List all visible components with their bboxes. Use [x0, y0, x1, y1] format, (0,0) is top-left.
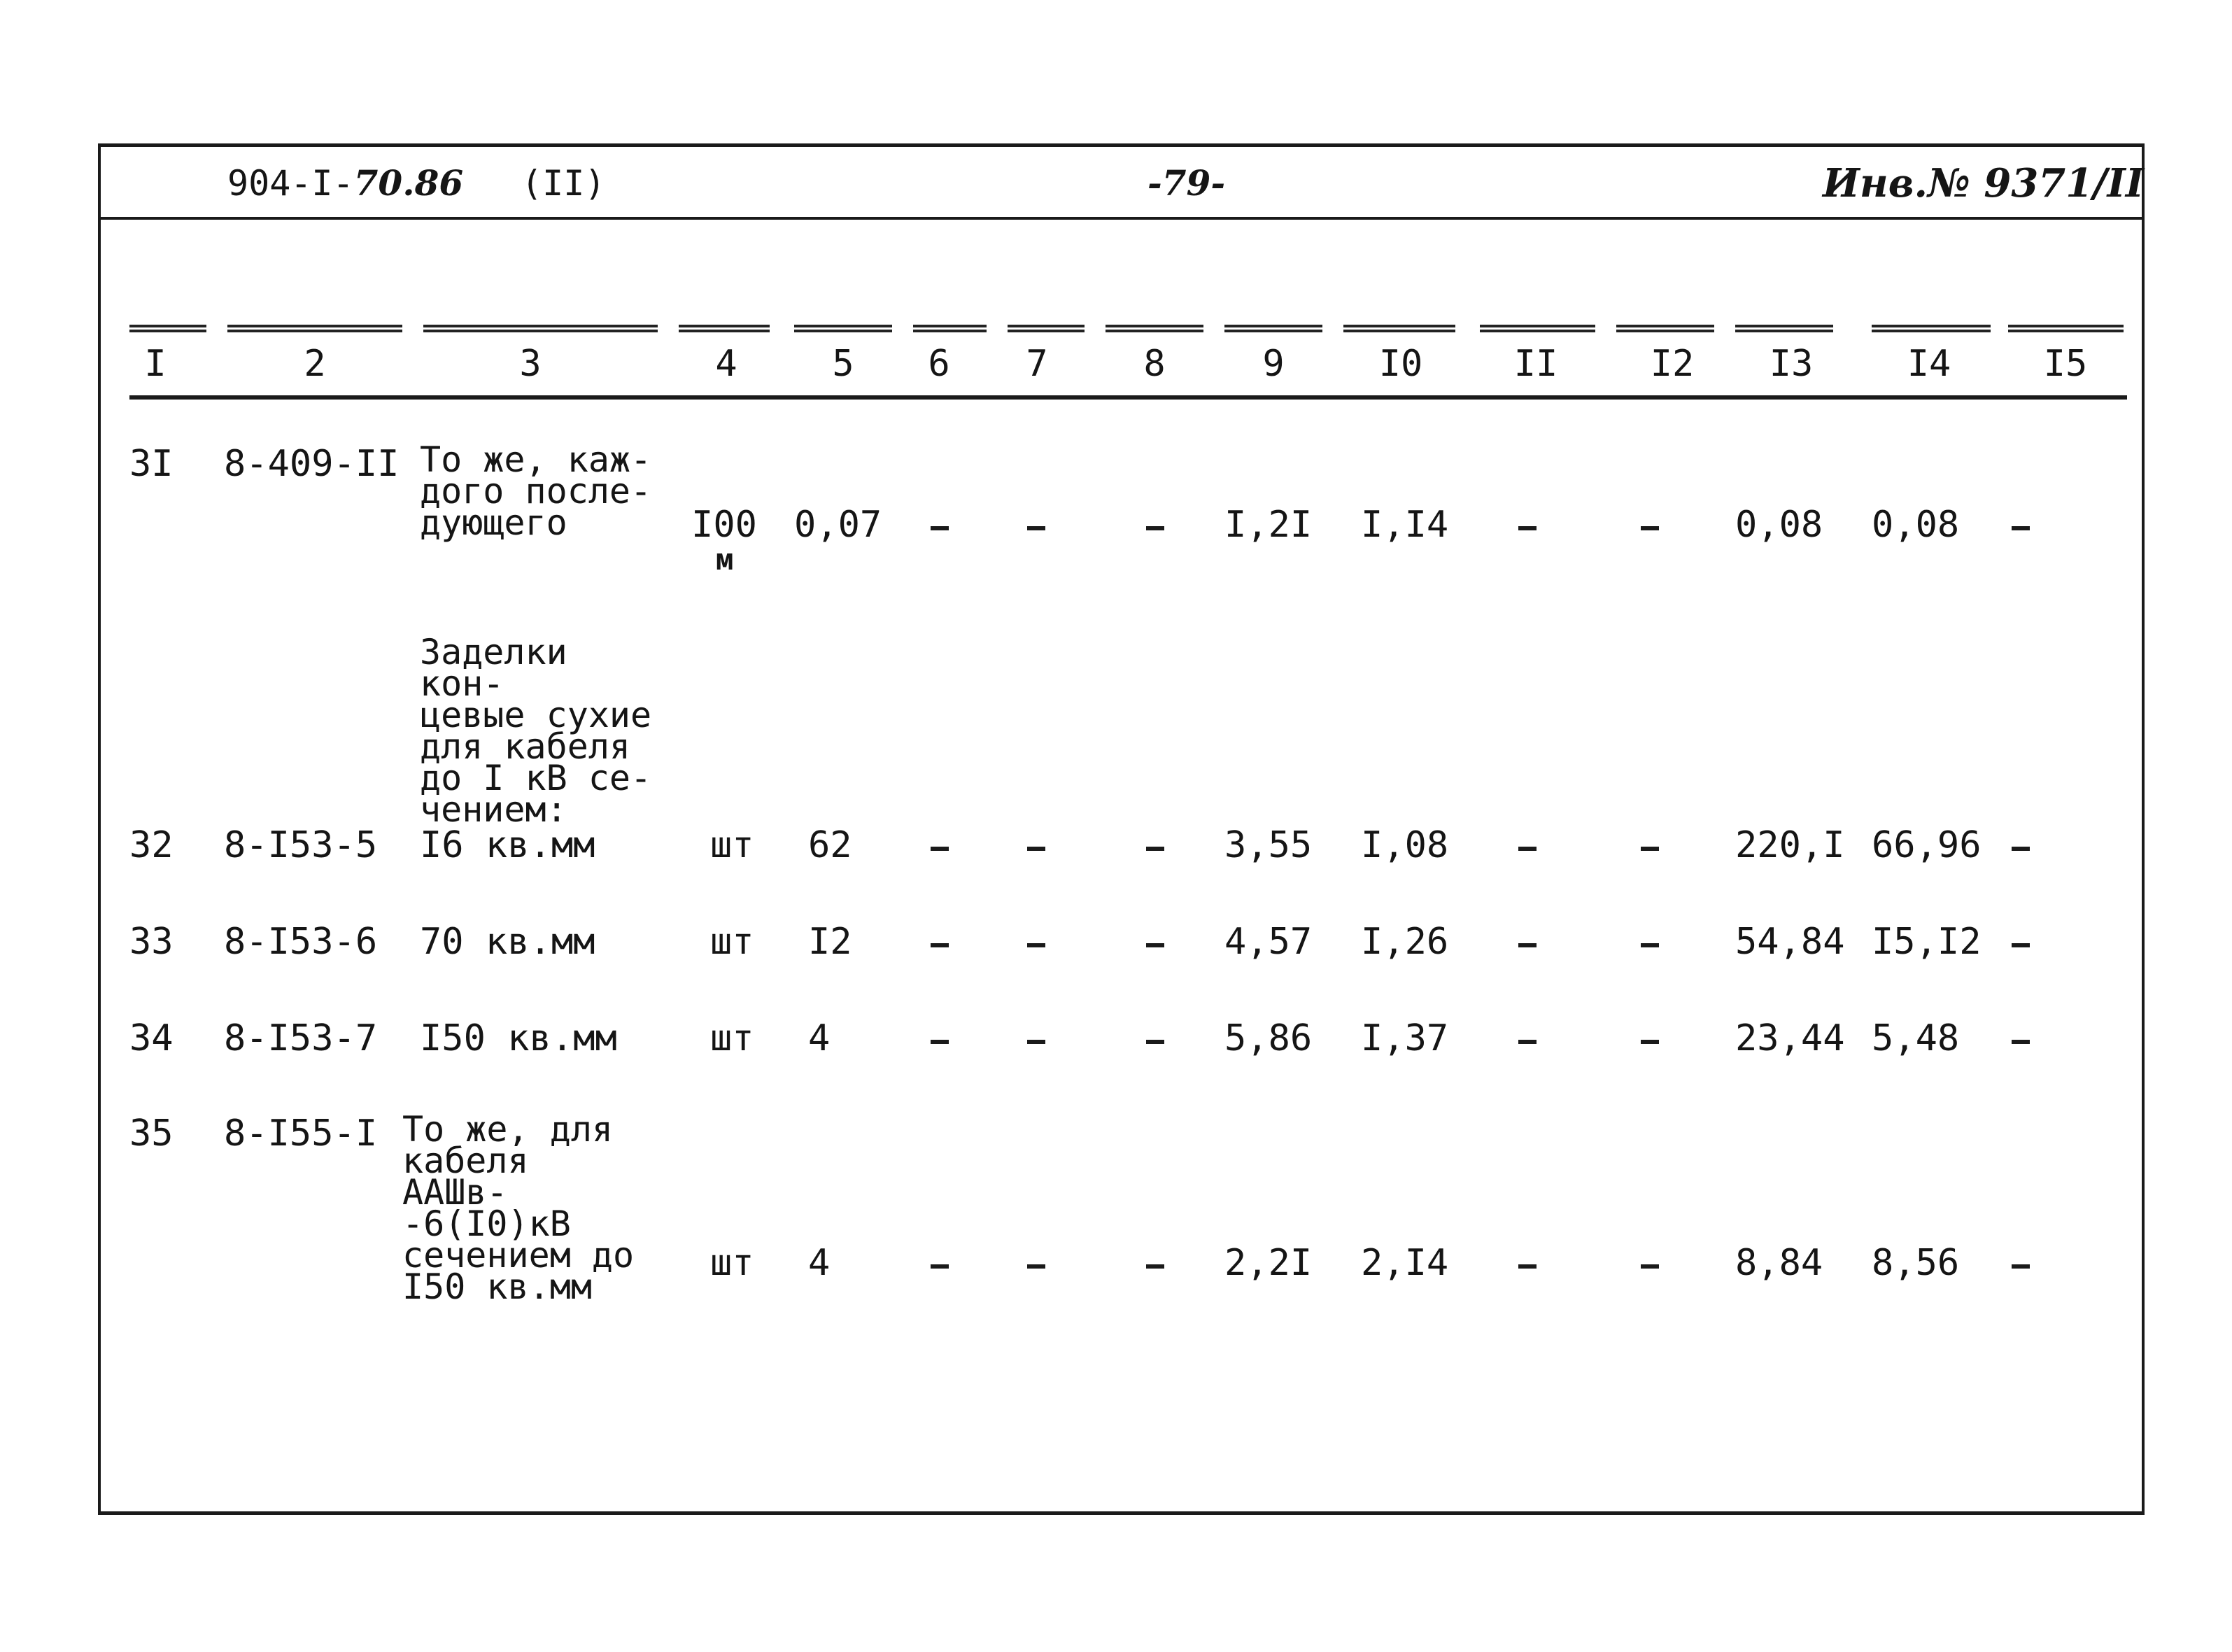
value-c5: 62 — [808, 824, 852, 866]
column-number: 4 — [715, 343, 737, 385]
column-number: 8 — [1143, 343, 1166, 385]
dash-c6 — [931, 526, 949, 530]
value-c5: 0,07 — [794, 504, 882, 546]
column-number: I0 — [1378, 343, 1423, 385]
value-c13: 0,08 — [1735, 504, 1823, 546]
row-description: 70 кв.мм — [420, 921, 595, 963]
column-number: 9 — [1262, 343, 1285, 385]
row-description: То же, каж- дого после- дующего — [420, 439, 652, 543]
rule-segment — [1224, 325, 1322, 332]
part-number: (II) — [521, 163, 606, 204]
value-c13: 220,I — [1735, 824, 1845, 866]
rule-segment — [1480, 325, 1595, 332]
dash-c11 — [1518, 526, 1537, 530]
value-c14: 66,96 — [1872, 824, 1982, 866]
column-number: I5 — [2043, 343, 2088, 385]
row-code: 8-I53-5 — [224, 824, 378, 866]
unit: шт — [710, 1017, 754, 1059]
column-header-bottom-rule — [129, 395, 2127, 400]
value-c13: 8,84 — [1735, 1242, 1823, 1284]
column-number: I4 — [1907, 343, 1951, 385]
value-c9: 5,86 — [1224, 1017, 1313, 1059]
row-description: I6 кв.мм — [420, 824, 595, 866]
value-c14: 0,08 — [1872, 504, 1960, 546]
value-c5: 4 — [808, 1017, 831, 1059]
rule-segment — [1106, 325, 1203, 332]
value-c9: 3,55 — [1224, 824, 1313, 866]
rule-segment — [227, 325, 402, 332]
row-code: 8-I55-I — [224, 1113, 378, 1155]
row-number: 35 — [129, 1113, 174, 1155]
dash-c7 — [1027, 1040, 1045, 1044]
column-number: I3 — [1769, 343, 1814, 385]
rule-segment — [1735, 325, 1833, 332]
column-number: 3 — [519, 343, 542, 385]
dash-c15 — [2012, 1264, 2030, 1269]
dash-c11 — [1518, 1264, 1537, 1269]
unit-sub: м — [716, 542, 734, 577]
dash-c7 — [1027, 526, 1045, 530]
column-number: I — [144, 343, 167, 385]
unit: шт — [710, 1242, 754, 1284]
rule-segment — [1008, 325, 1085, 332]
dash-c15 — [2012, 526, 2030, 530]
rule-segment — [129, 325, 206, 332]
dash-c6 — [931, 847, 949, 851]
value-c9: I,2I — [1224, 504, 1313, 546]
dash-c12 — [1641, 943, 1659, 947]
unit: шт — [710, 921, 754, 963]
value-c5: I2 — [808, 921, 852, 963]
dash-c7 — [1027, 943, 1045, 947]
dash-c6 — [931, 1264, 949, 1269]
value-c14: 8,56 — [1872, 1242, 1960, 1284]
row-number: 3I — [129, 443, 174, 485]
dash-c8 — [1146, 943, 1164, 947]
value-c13: 23,44 — [1735, 1017, 1845, 1059]
page-number: -79- — [1147, 162, 1226, 204]
value-c10: I,26 — [1361, 921, 1449, 963]
unit: шт — [710, 824, 754, 866]
value-c10: 2,I4 — [1361, 1242, 1449, 1284]
section-title: Заделки кон- цевые сухие для кабеля до I кВ се- чением: — [420, 632, 652, 830]
rule-segment — [679, 325, 770, 332]
rule-segment — [423, 325, 658, 332]
row-number: 33 — [129, 921, 174, 963]
dash-c7 — [1027, 1264, 1045, 1269]
dash-c12 — [1641, 1040, 1659, 1044]
value-c10: I,I4 — [1361, 504, 1449, 546]
inventory-number: Инв.№ 9371/II — [1823, 160, 2145, 206]
row-code: 8-I53-6 — [224, 921, 378, 963]
unit: I00 — [691, 504, 757, 546]
dash-c15 — [2012, 847, 2030, 851]
value-c9: 4,57 — [1224, 921, 1313, 963]
dash-c8 — [1146, 526, 1164, 530]
row-code: 8-I53-7 — [224, 1017, 378, 1059]
row-code: 8-409-II — [224, 443, 400, 485]
dash-c7 — [1027, 847, 1045, 851]
document-code — [227, 162, 463, 204]
rule-segment — [913, 325, 987, 332]
dash-c15 — [2012, 943, 2030, 947]
dash-c11 — [1518, 943, 1537, 947]
rule-segment — [2008, 325, 2124, 332]
dash-c12 — [1641, 1264, 1659, 1269]
dash-c8 — [1146, 1264, 1164, 1269]
column-number: 7 — [1026, 343, 1048, 385]
dash-c12 — [1641, 526, 1659, 530]
value-c13: 54,84 — [1735, 921, 1845, 963]
dash-c6 — [931, 943, 949, 947]
value-c14: 5,48 — [1872, 1017, 1960, 1059]
dash-c11 — [1518, 847, 1537, 851]
dash-c6 — [931, 1040, 949, 1044]
dash-c11 — [1518, 1040, 1537, 1044]
dash-c8 — [1146, 1040, 1164, 1044]
rule-segment — [1872, 325, 1991, 332]
column-number: 6 — [928, 343, 950, 385]
header-rule — [98, 217, 2145, 220]
row-description: I50 кв.мм — [420, 1017, 617, 1059]
value-c10: I,08 — [1361, 824, 1449, 866]
row-number: 34 — [129, 1017, 174, 1059]
document-code-handwritten: 70.86 — [353, 162, 464, 204]
row-number: 32 — [129, 824, 174, 866]
column-number: I2 — [1650, 343, 1695, 385]
document-code-prefix: 904-I- — [227, 163, 354, 204]
column-number: II — [1513, 343, 1558, 385]
dash-c12 — [1641, 847, 1659, 851]
dash-c8 — [1146, 847, 1164, 851]
value-c14: I5,I2 — [1872, 921, 1982, 963]
column-number: 5 — [832, 343, 854, 385]
value-c5: 4 — [808, 1242, 831, 1284]
rule-segment — [1616, 325, 1714, 332]
row-description: То же, для кабеля ААШв- -6(I0)кВ сечением до I50 кв.мм — [402, 1109, 635, 1307]
rule-segment — [1343, 325, 1455, 332]
rule-segment — [794, 325, 892, 332]
column-number: 2 — [304, 343, 326, 385]
value-c10: I,37 — [1361, 1017, 1449, 1059]
value-c9: 2,2I — [1224, 1242, 1313, 1284]
dash-c15 — [2012, 1040, 2030, 1044]
